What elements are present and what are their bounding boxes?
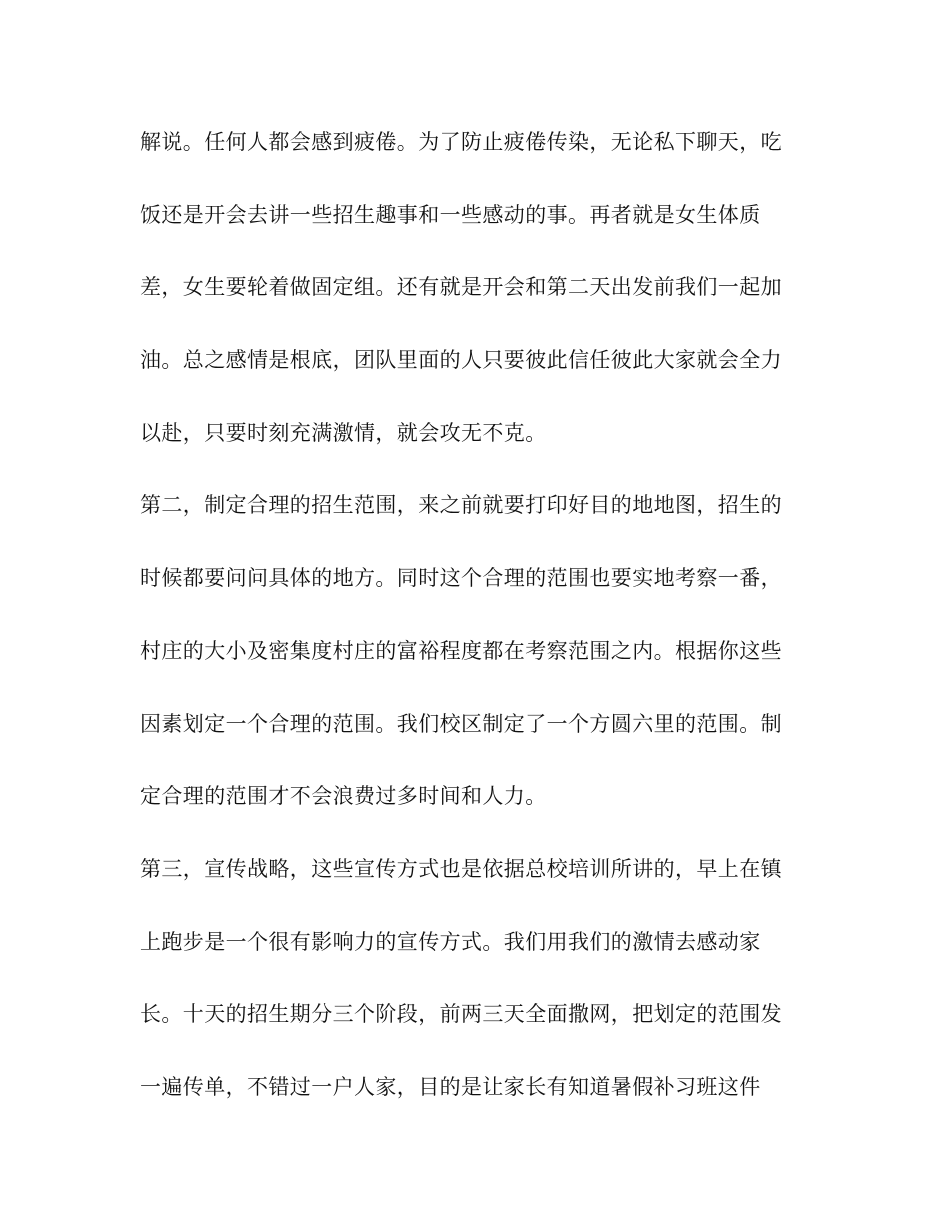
text-line: 油。总之感情是根底，团队里面的人只要彼此信任彼此大家就会全力 [140, 348, 782, 373]
text-line: 第二，制定合理的招生范围，来之前就要打印好目的地地图，招生的 [140, 493, 782, 518]
text-line: 饭还是开会去讲一些招生趣事和一些感动的事。再者就是女生体质 [140, 202, 761, 227]
text-line: 定合理的范围才不会浪费过多时间和人力。 [140, 784, 547, 809]
text-line: 因素划定一个合理的范围。我们校区制定了一个方圆六里的范围。制 [140, 711, 782, 736]
text-line: 差，女生要轮着做固定组。还有就是开会和第二天出发前我们一起加 [140, 275, 782, 300]
text-line: 以赴，只要时刻充满激情，就会攻无不克。 [140, 420, 547, 445]
text-line: 时候都要问问具体的地方。同时这个合理的范围也要实地考察一番， [140, 566, 782, 591]
text-line: 上跑步是一个很有影响力的宣传方式。我们用我们的激情去感动家 [140, 929, 761, 954]
text-line: 一遍传单，不错过一户人家，目的是让家长有知道暑假补习班这件 [140, 1074, 761, 1099]
text-line: 解说。任何人都会感到疲倦。为了防止疲倦传染，无论私下聊天，吃 [140, 130, 782, 154]
text-line: 长。十天的招生期分三个阶段，前两三天全面撒网，把划定的范围发 [140, 1002, 782, 1027]
text-line: 第三，宣传战略，这些宣传方式也是依据总校培训所讲的，早上在镇 [140, 856, 782, 881]
document-body [140, 118, 810, 1136]
text-line: 村庄的大小及密集度村庄的富裕程度都在考察范围之内。根据你这些 [140, 638, 782, 663]
